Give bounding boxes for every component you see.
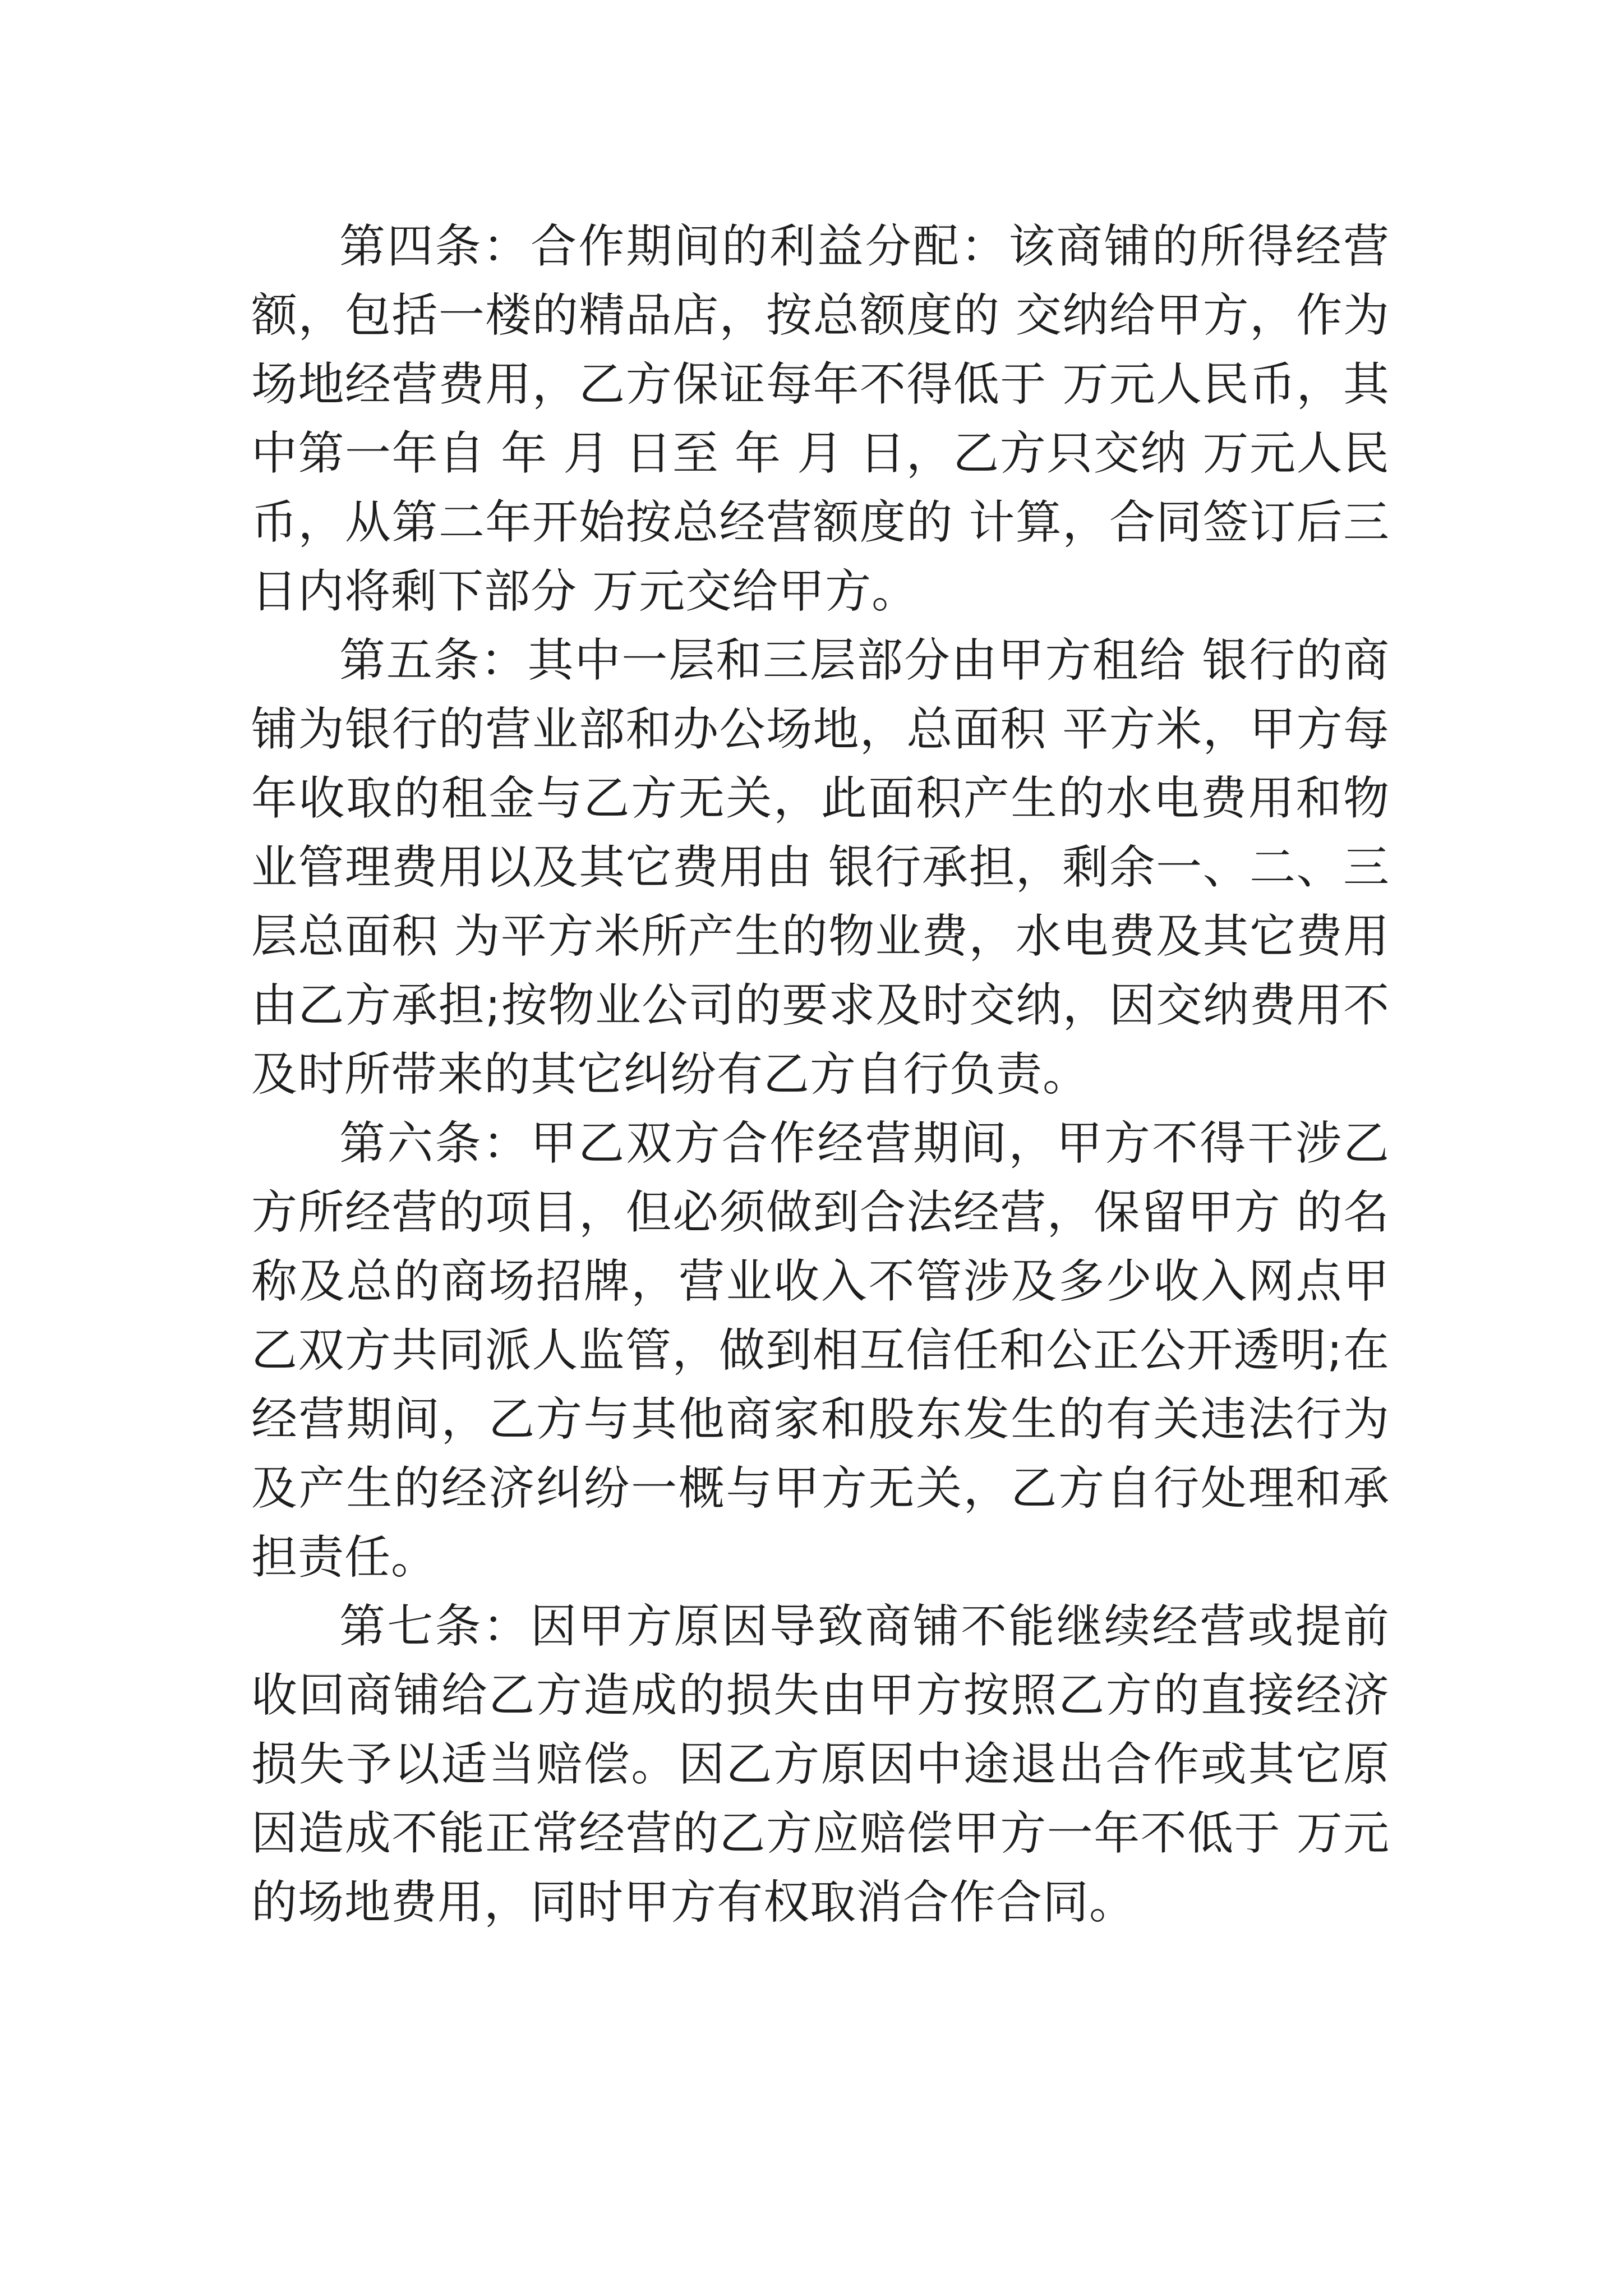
- article-5-paragraph: 第五条：其中一层和三层部分由甲方租给 银行的商铺为银行的营业部和办公场地，总面积 平方米，甲方每年收取的租金与乙方无关，此面积产生的水电费用和物业管理费用以及其它费用由 银行承担，剩余一、二、三层总面积 为平方米所产生的物业费，水电费及其它费用由乙方承担;按物业公司的要求及时交纳，因交纳费用不及时所带来的其它纠纷有乙方自行负责。: [251, 634, 1390, 1101]
- article-6-paragraph: 第六条：甲乙双方合作经营期间，甲方不得干涉乙方所经营的项目，但必须做到合法经营，保留甲方 的名称及总的商场招牌，营业收入不管涉及多少收入网点甲乙双方共同派人监管，做到相互信任和公正公开透明;在经营期间，乙方与其他商家和股东发生的有关违法行为及产生的经济纠纷一概与甲方无关，乙方自行处理和承担责任。: [251, 1117, 1390, 1584]
- article-7-paragraph: 第七条：因甲方原因导致商铺不能继续经营或提前收回商铺给乙方造成的损失由甲方按照乙方的直接经济损失予以适当赔偿。因乙方原因中途退出合作或其它原因造成不能正常经营的乙方应赔偿甲方一年不低于 万元的场地费用，同时甲方有权取消合作合同。: [251, 1600, 1390, 1929]
- article-4-paragraph: 第四条：合作期间的利益分配：该商铺的所得经营额，包括一楼的精品店，按总额度的 交纳给甲方，作为场地经营费用，乙方保证每年不得低于 万元人民币，其中第一年自 年 月 日至 年 月 日，乙方只交纳 万元人民币，从第二年开始按总经营额度的 计算，合同签订后三日内将剩下部分 万元交给甲方。: [251, 220, 1390, 618]
- document-body: [251, 212, 1390, 1937]
